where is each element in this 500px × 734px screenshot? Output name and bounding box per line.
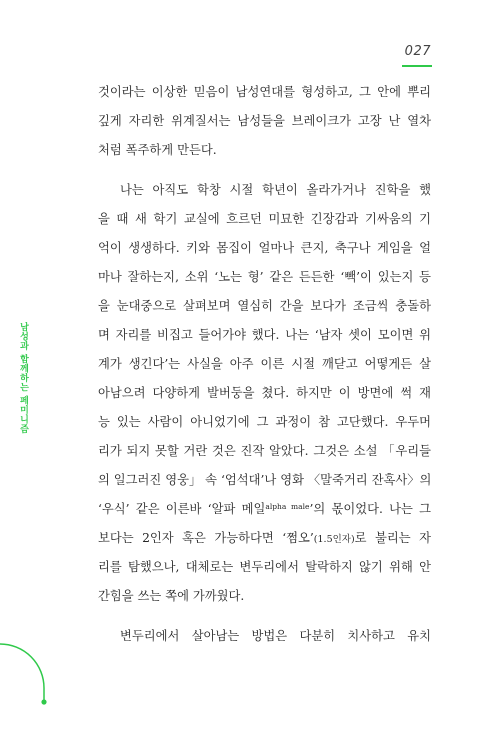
- text-line: 며 자리를 비집고 들어가야 했다. 나는 ‘남자 셋이 모이면 위: [98, 328, 431, 342]
- side-running-title: 남성과 함께하는 페미니즘: [18, 322, 28, 434]
- text-line: 변두리에서 살아남는 방법은 다분히 치사하고 유치: [120, 629, 431, 643]
- text-line: 리가 되지 못할 거란 것은 진작 알았다. 그것은 소설 「우리들: [98, 444, 431, 458]
- text-line: 계가 생긴다’는 사실을 아주 이른 시절 깨닫고 어떻게든 살: [98, 357, 431, 371]
- text-line: 리를 탐했으나, 대체로는 변두리에서 탈락하지 않기 위해 안: [98, 560, 431, 574]
- text-line: 마나 잘하는지, 소위 ‘노는 형’ 같은 든든한 ‘빽’이 있는지 등: [98, 270, 431, 284]
- text-fragment: 보다는 2인자 혹은 가능하다면 ‘쩜오’: [98, 531, 314, 545]
- arrow-dot-icon: [41, 699, 46, 704]
- gloss-alpha-male: alpha male: [265, 502, 310, 511]
- text-fragment: ‘우식’ 같은 이른바 ‘알파 메일: [98, 502, 266, 516]
- text-line: 것이라는 이상한 믿음이 남성연대를 형성하고, 그 안에 뿌리: [98, 85, 431, 99]
- text-fragment: 로 불리는 자: [354, 531, 431, 545]
- text-line: 간힘을 쓰는 쪽에 가까웠다.: [98, 589, 245, 603]
- text-line: [98, 524, 431, 553]
- text-line: 을 때 새 학기 교실에 흐르던 미묘한 긴장감과 기싸움의 기: [98, 212, 431, 226]
- text-line: 의 일그러진 영웅」 속 ‘엄석대’나 영화 〈말죽거리 잔혹사〉의: [98, 473, 431, 487]
- text-line: 깊게 자리한 위계질서는 남성들을 브레이크가 고장 난 열차: [98, 114, 431, 128]
- page-number: 027: [404, 44, 431, 59]
- text-line: 나는 아직도 학창 시절 학년이 올라가거나 진학을 했: [120, 183, 431, 197]
- text-line: 아남으려 다양하게 발버둥을 쳤다. 하지만 이 방면에 썩 재: [98, 386, 431, 400]
- page-number-rule: [402, 65, 432, 67]
- text-fragment: ’의 몫이었다. 나는 그: [309, 502, 431, 516]
- text-line: [98, 495, 431, 524]
- gloss-jjeomo: (1.5인자): [313, 534, 355, 545]
- text-line: 능 있는 사람이 아니었기에 그 과정이 참 고단했다. 우두머: [98, 415, 431, 429]
- text-line: 을 눈대중으로 살펴보며 열심히 간을 보다가 조금씩 충돌하: [98, 299, 431, 313]
- text-line: 처럼 폭주하게 만든다.: [98, 143, 217, 157]
- text-line: 억이 생생하다. 키와 몸집이 얼마나 큰지, 축구나 게임을 얼: [98, 241, 431, 255]
- corner-arc-decoration: [0, 640, 60, 710]
- body-text: [98, 78, 431, 651]
